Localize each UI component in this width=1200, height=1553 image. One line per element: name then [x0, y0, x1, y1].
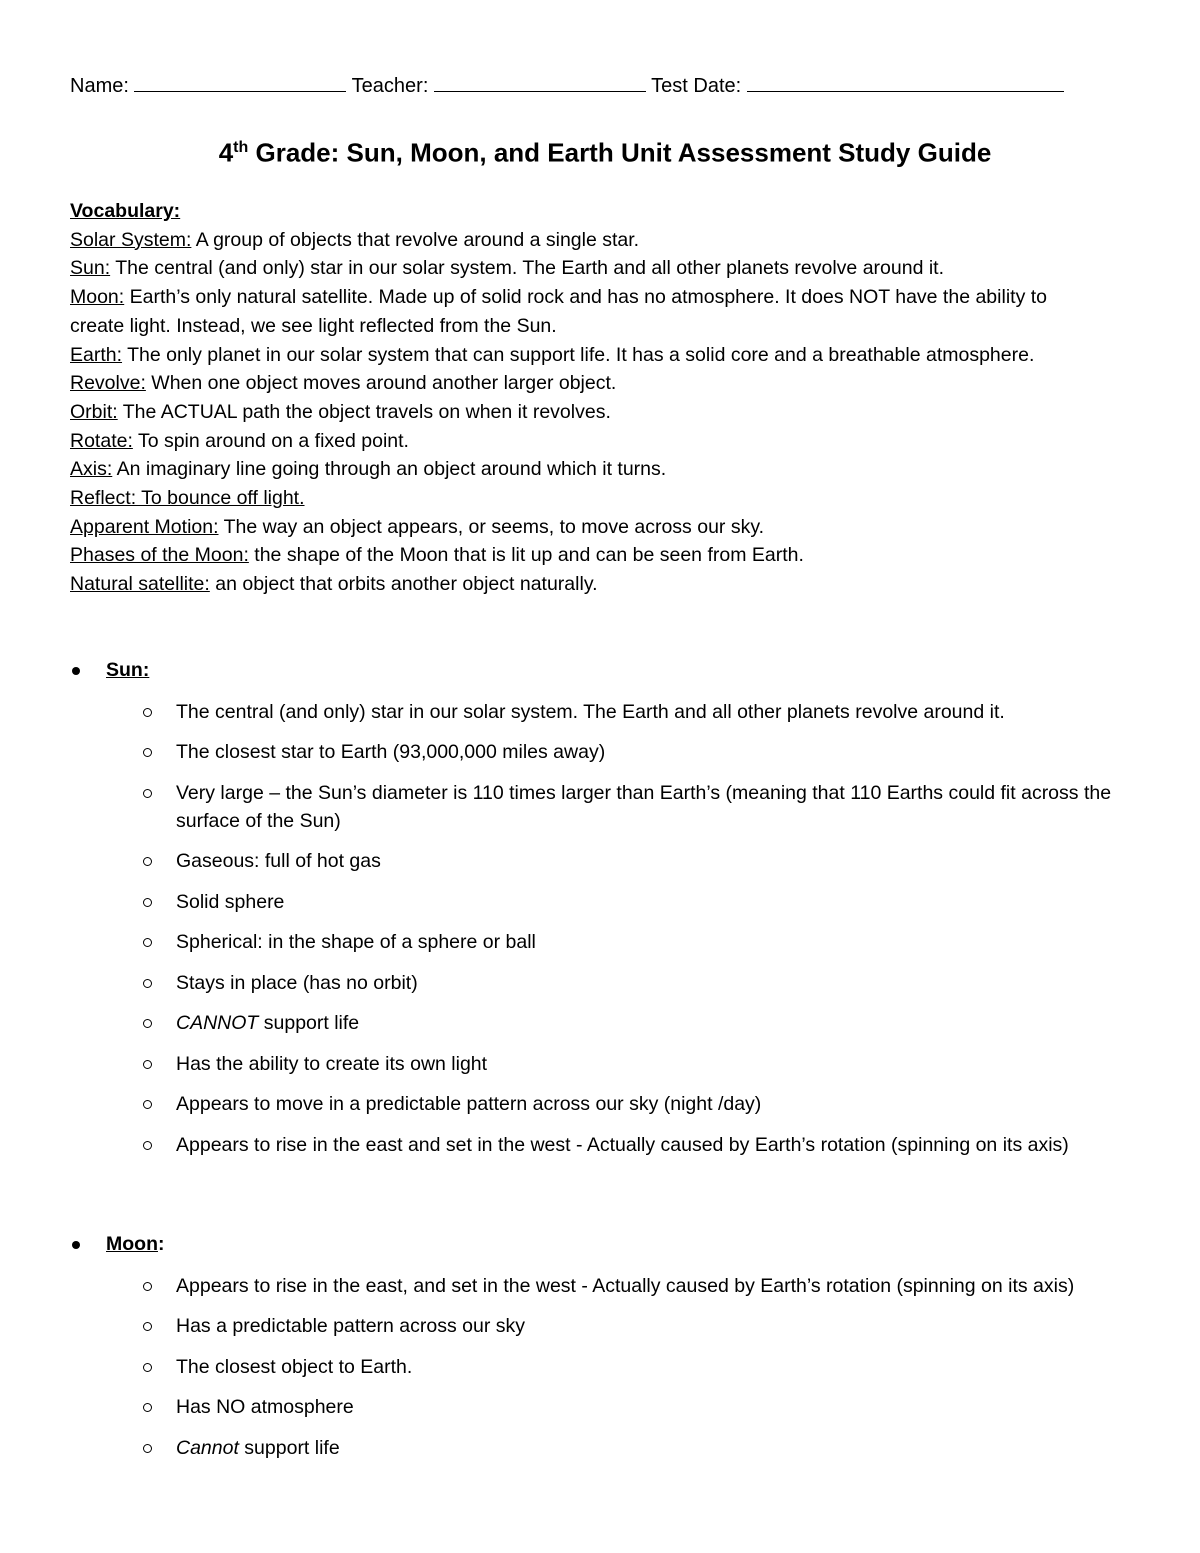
hollow-bullet-icon — [143, 1444, 152, 1453]
vocab-definition: The ACTUAL path the object travels on when it revolves. — [117, 400, 611, 423]
vocab-entry — [70, 226, 1100, 255]
item-text: Appears to move in a predictable pattern across our sky (night /day) — [176, 1093, 762, 1115]
list-item — [70, 1272, 1116, 1300]
teacher-blank — [434, 73, 646, 92]
vocab-definition: The way an object appears, or seems, to move across our sky. — [218, 515, 765, 538]
list-item — [70, 928, 1116, 956]
list-item — [70, 847, 1116, 875]
list-item — [70, 1312, 1116, 1340]
vocab-entry — [70, 513, 1100, 542]
list-item — [70, 1090, 1116, 1118]
vocab-entry — [70, 455, 1100, 484]
vocab-definition: To spin around on a fixed point. — [132, 429, 409, 452]
vocab-definition: Earth’s only natural satellite. Made up of solid rock and has no atmosphere. It does NOT have the ability to create light. Instead, we see light reflected from the Sun. — [70, 286, 1047, 337]
item-text: Gaseous: full of hot gas — [176, 850, 381, 872]
hollow-bullet-icon — [143, 938, 152, 947]
vocab-term: Phases of the Moon: — [70, 544, 249, 567]
header-fields — [70, 72, 1140, 100]
vocab-term: Orbit: — [70, 400, 118, 423]
item-text: support life — [238, 1436, 340, 1459]
hollow-bullet-icon — [143, 1322, 152, 1331]
vocab-term: Natural satellite: — [70, 573, 210, 596]
vocab-entry — [70, 283, 1100, 340]
test-date-label: Test Date: — [651, 75, 742, 97]
bullet-dot-icon — [72, 1241, 80, 1249]
item-text: Has the ability to create its own light — [176, 1052, 488, 1075]
teacher-label: Teacher: — [351, 75, 429, 97]
hollow-bullet-icon — [143, 1060, 152, 1069]
title-grade-suffix: th — [233, 139, 249, 156]
vocab-entry — [70, 254, 1100, 283]
list-item — [70, 1009, 1116, 1037]
list-item — [70, 1131, 1116, 1159]
list-item — [70, 1353, 1116, 1381]
title-text: Grade: Sun, Moon, and Earth Unit Assessment Study Guide — [248, 137, 992, 168]
name-label: Name: — [70, 75, 129, 97]
hollow-bullet-icon — [143, 1141, 152, 1150]
hollow-bullet-icon — [143, 708, 152, 717]
hollow-bullet-icon — [143, 748, 152, 757]
item-text: Has a predictable pattern across our sky — [176, 1315, 526, 1337]
emphasis-text: CANNOT — [176, 1012, 259, 1034]
moon-heading-colon: : — [157, 1233, 165, 1255]
list-item — [70, 698, 1116, 726]
list-item — [70, 738, 1116, 766]
vocab-definition: The only planet in our solar system that can support life. It has a solid core and a breathable atmosphere. — [122, 343, 1035, 366]
vocab-term: Reflect: To bounce off light. — [70, 487, 305, 510]
moon-heading — [106, 1229, 164, 1259]
list-item — [70, 1434, 1116, 1462]
vocab-entry — [70, 541, 1100, 570]
item-text: Has NO atmosphere — [176, 1396, 354, 1418]
vocab-term: Rotate: — [70, 429, 133, 452]
vocab-term: Solar System: — [70, 228, 192, 251]
emphasis-text: Cannot — [176, 1436, 239, 1459]
vocab-entry — [70, 484, 1100, 513]
item-text: Appears to rise in the east and set in the west - Actually caused by Earth’s rotation (spinning on its axis) — [176, 1133, 1069, 1156]
hollow-bullet-icon — [143, 979, 152, 988]
list-item — [70, 1393, 1116, 1421]
vocab-term: Earth: — [70, 343, 123, 366]
list-item — [70, 1050, 1116, 1078]
vocab-term: Apparent Motion: — [70, 515, 219, 538]
vocab-definition: When one object moves around another larger object. — [145, 372, 617, 395]
page-title — [70, 130, 1140, 171]
vocab-definition: The central (and only) star in our solar system. The Earth and all other planets revolve around it. — [110, 257, 944, 280]
list-item — [70, 888, 1116, 916]
vocab-term: Revolve: — [70, 372, 146, 395]
hollow-bullet-icon — [143, 1282, 152, 1291]
vocab-definition: An imaginary line going through an object around which it turns. — [112, 458, 667, 481]
vocab-entry — [70, 570, 1100, 599]
hollow-bullet-icon — [143, 857, 152, 866]
item-text: support life — [258, 1012, 360, 1034]
vocab-entry — [70, 398, 1100, 427]
vocab-entry — [70, 341, 1100, 370]
vocabulary-list — [70, 226, 1100, 599]
hollow-bullet-icon — [143, 1403, 152, 1412]
moon-heading-label: Moon — [106, 1233, 158, 1255]
vocab-definition: A group of objects that revolve around a single star. — [191, 228, 640, 251]
hollow-bullet-icon — [143, 1363, 152, 1372]
sun-facts-list — [70, 698, 1140, 1159]
item-text: Very large – the Sun’s diameter is 110 times larger than Earth’s (meaning that 110 Earths could fit across the surface of the Sun) — [176, 781, 1112, 832]
moon-bullet — [70, 1229, 1140, 1259]
moon-facts-list — [70, 1272, 1140, 1462]
title-grade-number: 4 — [218, 137, 234, 168]
hollow-bullet-icon — [143, 1100, 152, 1109]
hollow-bullet-icon — [143, 1019, 152, 1028]
vocab-term: Moon: — [70, 286, 125, 309]
item-text: Solid sphere — [176, 890, 285, 913]
hollow-bullet-icon — [143, 898, 152, 907]
item-text: Stays in place (has no orbit) — [176, 971, 418, 994]
item-text: The closest star to Earth (93,000,000 miles away) — [176, 741, 606, 763]
sun-heading: Sun: — [106, 659, 150, 681]
item-text: The closest object to Earth. — [176, 1355, 413, 1378]
hollow-bullet-icon — [143, 789, 152, 798]
list-item — [70, 779, 1116, 835]
sun-section — [70, 655, 1140, 1159]
vocab-definition: an object that orbits another object naturally. — [209, 573, 598, 596]
bullet-dot-icon — [72, 667, 80, 675]
item-text: Appears to rise in the east, and set in the west - Actually caused by Earth’s rotation (spinning on its axis) — [176, 1274, 1075, 1297]
item-text: The central (and only) star in our solar system. The Earth and all other planets revolve around it. — [176, 700, 1005, 723]
name-blank — [134, 73, 346, 92]
vocab-term: Sun: — [70, 257, 111, 280]
vocab-definition: the shape of the Moon that is lit up and can be seen from Earth. — [248, 544, 804, 567]
vocab-entry — [70, 369, 1100, 398]
vocabulary-section — [70, 197, 1100, 599]
moon-section — [70, 1229, 1140, 1462]
list-item — [70, 969, 1116, 997]
vocabulary-heading: Vocabulary: — [70, 200, 181, 222]
item-text: Spherical: in the shape of a sphere or ball — [176, 931, 536, 953]
test-date-blank — [747, 73, 1064, 92]
sun-bullet — [70, 655, 1140, 685]
vocab-entry — [70, 427, 1100, 456]
vocab-term: Axis: — [70, 458, 113, 481]
